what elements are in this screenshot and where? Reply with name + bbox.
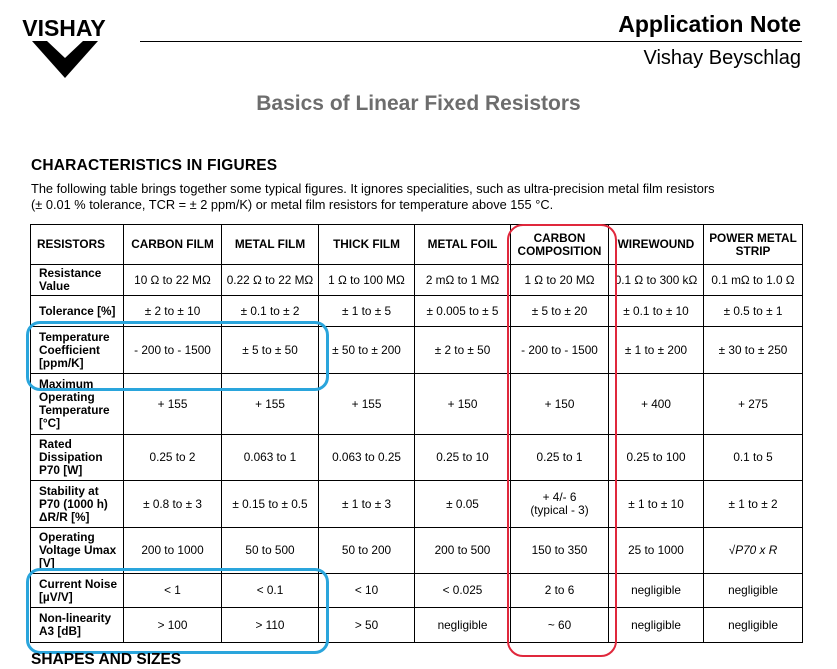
table-cell: 0.063 to 1 xyxy=(222,435,319,481)
row-label-operating-voltage: Operating Voltage Umax [V] xyxy=(31,528,124,574)
col-header-metal-foil: METAL FOIL xyxy=(415,225,511,265)
table-cell: 50 to 200 xyxy=(319,528,415,574)
col-header-thick-film: THICK FILM xyxy=(319,225,415,265)
intro-line-1: The following table brings together some typical figures. It ignores specialities, such as ultra-precision metal film resistors xyxy=(31,181,715,196)
table-cell: + 155 xyxy=(222,374,319,435)
header-title: Application Note xyxy=(618,11,801,37)
table-cell: 0.25 to 1 xyxy=(511,435,609,481)
table-row xyxy=(31,528,803,574)
table-cell: negligible xyxy=(415,608,511,643)
table-cell: ± 1 to ± 200 xyxy=(609,327,704,374)
col-header-resistors: RESISTORS xyxy=(31,225,124,265)
table-cell: > 110 xyxy=(222,608,319,643)
table-cell: negligible xyxy=(609,608,704,643)
table-cell: 0.1 Ω to 300 kΩ xyxy=(609,265,704,296)
table-cell: + 150 xyxy=(511,374,609,435)
table-cell: 2 mΩ to 1 MΩ xyxy=(415,265,511,296)
table-cell: 0.25 to 100 xyxy=(609,435,704,481)
table-cell: ± 1 to ± 5 xyxy=(319,296,415,327)
header-company: Vishay Beyschlag xyxy=(643,47,801,69)
table-row xyxy=(31,435,803,481)
table-cell: ± 50 to ± 200 xyxy=(319,327,415,374)
logo-text: VISHAY xyxy=(22,15,106,41)
table-cell: ± 30 to ± 250 xyxy=(704,327,803,374)
table-cell: 200 to 1000 xyxy=(124,528,222,574)
table-cell: negligible xyxy=(704,608,803,643)
table-cell: 150 to 350 xyxy=(511,528,609,574)
table-cell: ± 1 to ± 3 xyxy=(319,481,415,528)
table-header-row xyxy=(31,225,803,265)
table-cell: + 275 xyxy=(704,374,803,435)
table-cell: ± 5 to ± 20 xyxy=(511,296,609,327)
characteristics-table xyxy=(30,224,803,643)
table-cell: ± 0.15 to ± 0.5 xyxy=(222,481,319,528)
table-cell: 0.1 to 5 xyxy=(704,435,803,481)
intro-line-2: (± 0.01 % tolerance, TCR = ± 2 ppm/K) or metal film resistors for temperature above 155 °C. xyxy=(31,197,554,212)
table-cell: ± 5 to ± 50 xyxy=(222,327,319,374)
table-cell: 2 to 6 xyxy=(511,574,609,608)
table-cell: + 400 xyxy=(609,374,704,435)
col-header-carbon-composition: CARBON COMPOSITION xyxy=(511,225,609,265)
table-cell: + 155 xyxy=(124,374,222,435)
table-row xyxy=(31,265,803,296)
table-cell: ± 0.005 to ± 5 xyxy=(415,296,511,327)
row-label-resistance: Resistance Value xyxy=(31,265,124,296)
vishay-logo-graphic xyxy=(6,6,124,80)
table-cell: ± 2 to ± 10 xyxy=(124,296,222,327)
table-cell: < 0.1 xyxy=(222,574,319,608)
cell-value: + 4/- 6 xyxy=(542,490,577,504)
col-header-carbon-film: CARBON FILM xyxy=(124,225,222,265)
header-rule xyxy=(140,41,802,42)
intro-paragraph xyxy=(31,181,803,213)
table-cell: + 155 xyxy=(319,374,415,435)
col-header-wirewound: WIREWOUND xyxy=(609,225,704,265)
table-cell: ± 2 to ± 50 xyxy=(415,327,511,374)
col-header-power-metal-strip: POWER METAL STRIP xyxy=(704,225,803,265)
table-cell: negligible xyxy=(704,574,803,608)
table-row xyxy=(31,481,803,528)
table-cell: 0.25 to 2 xyxy=(124,435,222,481)
table-cell: ± 0.1 to ± 10 xyxy=(609,296,704,327)
table-cell: + 150 xyxy=(415,374,511,435)
table-row xyxy=(31,574,803,608)
table-cell: > 100 xyxy=(124,608,222,643)
table-cell: > 50 xyxy=(319,608,415,643)
row-label-non-linearity: Non-linearity A3 [dB] xyxy=(31,608,124,643)
table-cell-stability-carbon-composition xyxy=(511,481,609,528)
table-row xyxy=(31,374,803,435)
table-cell: ± 0.05 xyxy=(415,481,511,528)
table-cell: 0.22 Ω to 22 MΩ xyxy=(222,265,319,296)
table-cell: 200 to 500 xyxy=(415,528,511,574)
row-label-tolerance: Tolerance [%] xyxy=(31,296,124,327)
next-section-title: SHAPES AND SIZES xyxy=(31,651,182,668)
document-title: Basics of Linear Fixed Resistors xyxy=(256,92,581,115)
table-cell: 1 Ω to 20 MΩ xyxy=(511,265,609,296)
vishay-logo xyxy=(6,6,124,80)
table-cell: - 200 to - 1500 xyxy=(124,327,222,374)
table-row xyxy=(31,327,803,374)
col-header-metal-film: METAL FILM xyxy=(222,225,319,265)
table-cell: negligible xyxy=(609,574,704,608)
table-cell: 10 Ω to 22 MΩ xyxy=(124,265,222,296)
table-cell: ± 1 to ± 2 xyxy=(704,481,803,528)
table-cell: ± 1 to ± 10 xyxy=(609,481,704,528)
table-cell: 0.1 mΩ to 1.0 Ω xyxy=(704,265,803,296)
section-title: CHARACTERISTICS IN FIGURES xyxy=(31,157,278,174)
table-cell: - 200 to - 1500 xyxy=(511,327,609,374)
row-label-max-operating-temperature: Maximum Operating Temperature [°C] xyxy=(31,374,124,435)
table-cell: 0.063 to 0.25 xyxy=(319,435,415,481)
table-row xyxy=(31,608,803,643)
table-cell: < 1 xyxy=(124,574,222,608)
table-cell: ± 0.5 to ± 1 xyxy=(704,296,803,327)
cell-note: (typical - 3) xyxy=(530,503,589,517)
table-cell: < 10 xyxy=(319,574,415,608)
table-cell: 1 Ω to 100 MΩ xyxy=(319,265,415,296)
table-cell-formula: √P70 x R xyxy=(704,528,803,574)
table-cell: 0.25 to 10 xyxy=(415,435,511,481)
row-label-rated-dissipation: Rated Dissipation P70 [W] xyxy=(31,435,124,481)
table-row xyxy=(31,296,803,327)
table-cell: 25 to 1000 xyxy=(609,528,704,574)
row-label-current-noise: Current Noise [µV/V] xyxy=(31,574,124,608)
table-cell: 50 to 500 xyxy=(222,528,319,574)
table-cell: ± 0.1 to ± 2 xyxy=(222,296,319,327)
table-cell: ~ 60 xyxy=(511,608,609,643)
table-cell: ± 0.8 to ± 3 xyxy=(124,481,222,528)
row-label-temperature-coefficient: Temperature Coefficient [ppm/K] xyxy=(31,327,124,374)
row-label-stability: Stability at P70 (1000 h) ΔR/R [%] xyxy=(31,481,124,528)
table-cell: < 0.025 xyxy=(415,574,511,608)
